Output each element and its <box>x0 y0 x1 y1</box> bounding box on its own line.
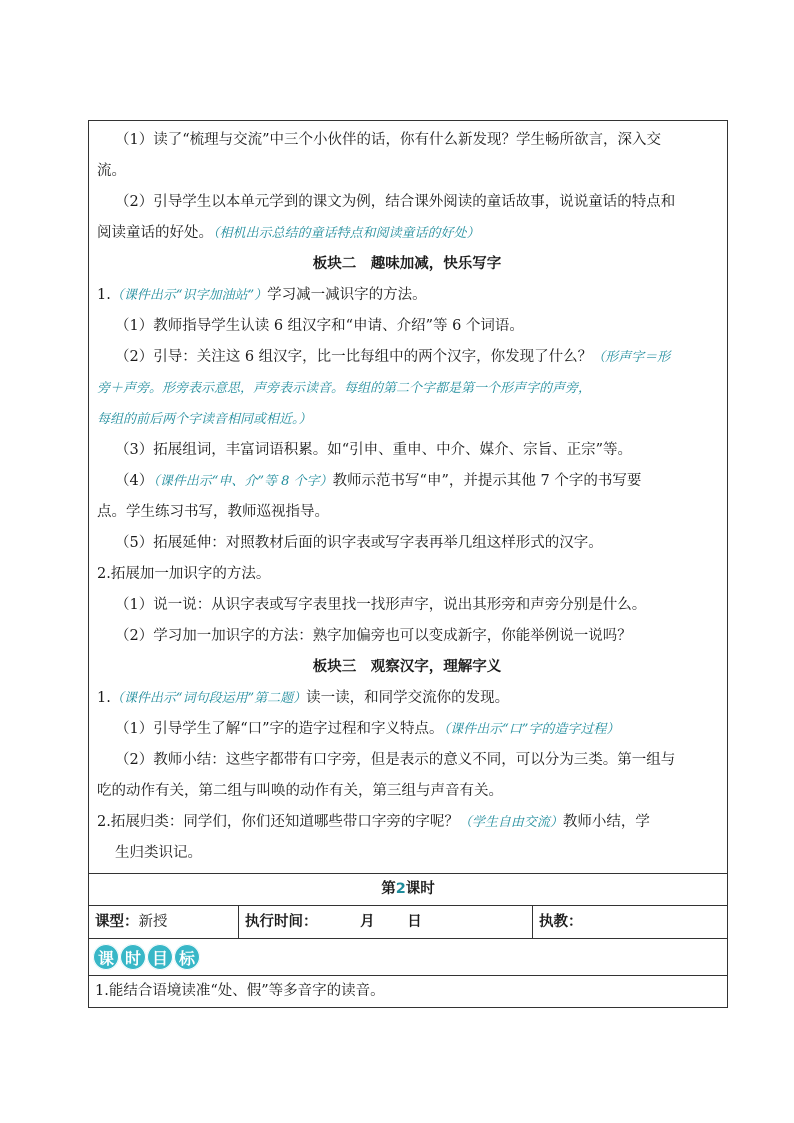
section-review <box>89 121 727 874</box>
block2-item-1: 1.（课件出示“识字加油站”）学习减一减识字的方法。 <box>97 287 427 303</box>
para-review-2-cont: 阅读童话的好处。（相机出示总结的童话特点和阅读童话的好处） <box>97 225 480 241</box>
para-review-1-cont: 流。 <box>97 163 126 179</box>
lesson-info-row <box>89 906 727 939</box>
block3-step-2-cont: 吃的动作有关，第二组与叫唤的动作有关，第三组与声音有关。 <box>97 783 503 799</box>
para-review-2: （2）引导学生以本单元学到的课文为例，结合课外阅读的童话故事，说说童话的特点和 <box>115 194 676 210</box>
lesson-goals-header <box>89 939 727 976</box>
block2-step-2-note: 旁＋声旁。形旁表示意思，声旁表示读音。每组的第二个字都是第一个形声字的声旁， <box>97 381 592 396</box>
para-review-1: （1）读了“梳理与交流”中三个小伙伴的话，你有什么新发现？学生畅所欲言，深入交 <box>115 132 662 148</box>
note-courseware: （课件出示“申、介”等 8 个字） <box>153 474 333 489</box>
note-courseware: （课件出示“口”字的造字过程） <box>443 722 620 737</box>
block2-step-3: （3）拓展组词，丰富词语积累。如“引申、重申、中介、媒介、宗旨、正宗”等。 <box>115 442 633 458</box>
block2-step-2-note-end: 每组的前后两个字读音相同或相近。） <box>97 412 312 427</box>
block2-title: 板块二 趣味加减，快乐写字 <box>312 256 502 272</box>
goal-item-1: 1.能结合语境读准“处、假”等多音字的读音。 <box>89 976 727 1008</box>
lesson-goals-badge: 课 时 目 标 <box>93 944 201 970</box>
block3-title: 板块三 观察汉字，理解字义 <box>312 659 502 675</box>
execution-time-cell: 执行时间： 月 日 <box>239 906 533 938</box>
lesson-number-row: 第2课时 <box>89 874 727 906</box>
block2-step-5: （5）拓展延伸：对照教材后面的识字表或写字表再举几组这样形式的汉字。 <box>115 535 603 551</box>
note-activity: （学生自由交流） <box>458 815 563 830</box>
lesson-number: 2 <box>395 881 406 897</box>
block3-step-1: （1）引导学生了解“口”字的造字过程和字义特点。（课件出示“口”字的造字过程） <box>115 721 620 737</box>
teacher-cell: 执教： <box>539 914 583 930</box>
block2-step-1: （1）教师指导学生认读 6 组汉字和“申请、介绍”等 6 个词语。 <box>115 318 524 334</box>
block2-step-4: （4）（课件出示“申、介”等 8 个字）教师示范书写“申”，并提示其他 7 个字的书写要 <box>115 473 642 489</box>
block2-substep-2: （2）学习加一加识字的方法：熟字加偏旁也可以变成新字，你能举例说一说吗？ <box>115 628 632 644</box>
block3-step-2: （2）教师小结：这些字都带有口字旁，但是表示的意义不同，可以分为三类。第一组与 <box>115 752 676 768</box>
block2-substep-1: （1）说一说：从识字表或写字表里找一找形声字，说出其形旁和声旁分别是什么。 <box>115 597 647 613</box>
note-courseware: （课件出示“识字加油站”） <box>110 288 268 303</box>
note-answer: （形声字＝形 <box>592 350 671 365</box>
block3-item-2: 2.拓展归类：同学们，你们还知道哪些带口字旁的字呢？（学生自由交流）教师小结，学 <box>97 814 650 830</box>
lesson-plan-table <box>88 120 728 1008</box>
block3-item-2-cont: 生归类识记。 <box>115 845 202 861</box>
note-courseware: （相机出示总结的童话特点和阅读童话的好处） <box>213 226 480 241</box>
lesson-type-cell: 课型：新授 <box>89 906 239 938</box>
note-courseware: （课件出示“词句段运用”第二题） <box>110 691 307 706</box>
block2-step-4-cont: 点。学生练习书写，教师巡视指导。 <box>97 504 329 520</box>
block2-step-2: （2）引导：关注这 6 组汉字，比一比每组中的两个汉字，你发现了什么？（形声字＝形 <box>115 349 671 365</box>
block3-item-1: 1.（课件出示“词句段运用”第二题）读一读，和同学交流你的发现。 <box>97 690 510 706</box>
block2-item-2: 2.拓展加一加识字的方法。 <box>97 566 271 582</box>
